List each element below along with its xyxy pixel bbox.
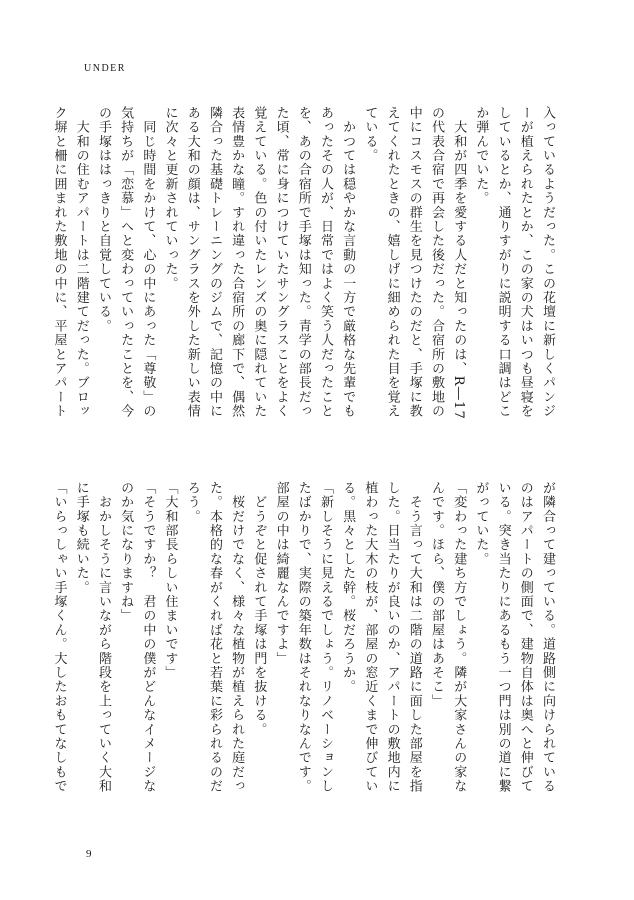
lower-text-block: が隣合って建っている。道路側に向けられている のはアパートの側面で、建物自体は奥へと伸びて いる。突き当たりにあるもう一つ門は別の道に繋 がっていた。 「変わった建ち方でしょう。隣が大家さんの家な んです。ほら、僕の部屋はあそこ」 そう言って大和は二階の道路に面した部屋を指 した。日当たりが良いのか、アパートの敷地内に 植わった大木の枝が、部屋の窓近くまで伸びてい る。黒々とした幹。桜だろうか。 「新しそうに見えるでしょう。リノベーションし たばかりで、実際の築年数はそれなりなんです。 部屋の中は綺麗なんですよ」 どうぞと促されて手塚は門を抜ける。 桜だけでなく、様々な植物が植えられた庭だっ た。本格的な春がくれば花と若葉に彩られるのだ ろう。 「大和部長らしい住まいです」 「そうですか？ 君の中の僕がどんなイメージな のか気になりますね」 おかしそうに言いながら階段を上っていく大和 に手塚も続いた。 「いらっしゃい手塚くん。大したおもてなしもで	[51, 481, 555, 794]
upper-text-block: 入っているようだった。この花壇に新しくパンジ ーが植えられたとか、この家の犬はいつも昼寝を しているとか、通りすがりに説明する口調はどこ か弾んでいた。 大和が四季を愛する人だと知ったのは、R―17 の代表合宿で再会した後だった。合宿所の敷地の 中にコスモスの群生を見つけたのだと、手塚に教 えてくれたときの、嬉しげに細められた目を覚え ている。 かつては穏やかな言動の一方で厳格な先輩でも あったその人が、日常ではよく笑う人だったこと を、あの合宿所で手塚は知った。青学の部長だっ た頃、常に身につけていたサングラスことをよく 覚えている。色の付いたレンズの奥に隠れていた 表情豊かな瞳。すれ違った合宿所の廊下で、偶然 隣合った基礎トレーニングのジムで、記憶の中に ある大和の顔は、サングラスを外した新しい表情 に次々と更新されていった。 同じ時間をかけて、心の中にあった「尊敬」の 気持ちが「恋慕」へと変わっていったことを、今 の手塚ははっきりと自覚している。 大和の住むアパートは二階建てだった。ブロッ ク塀と柵に囲まれた敷地の中に、平屋とアパート	[51, 106, 555, 420]
running-title: UNDER	[84, 63, 126, 74]
page-number: 9	[86, 848, 92, 860]
